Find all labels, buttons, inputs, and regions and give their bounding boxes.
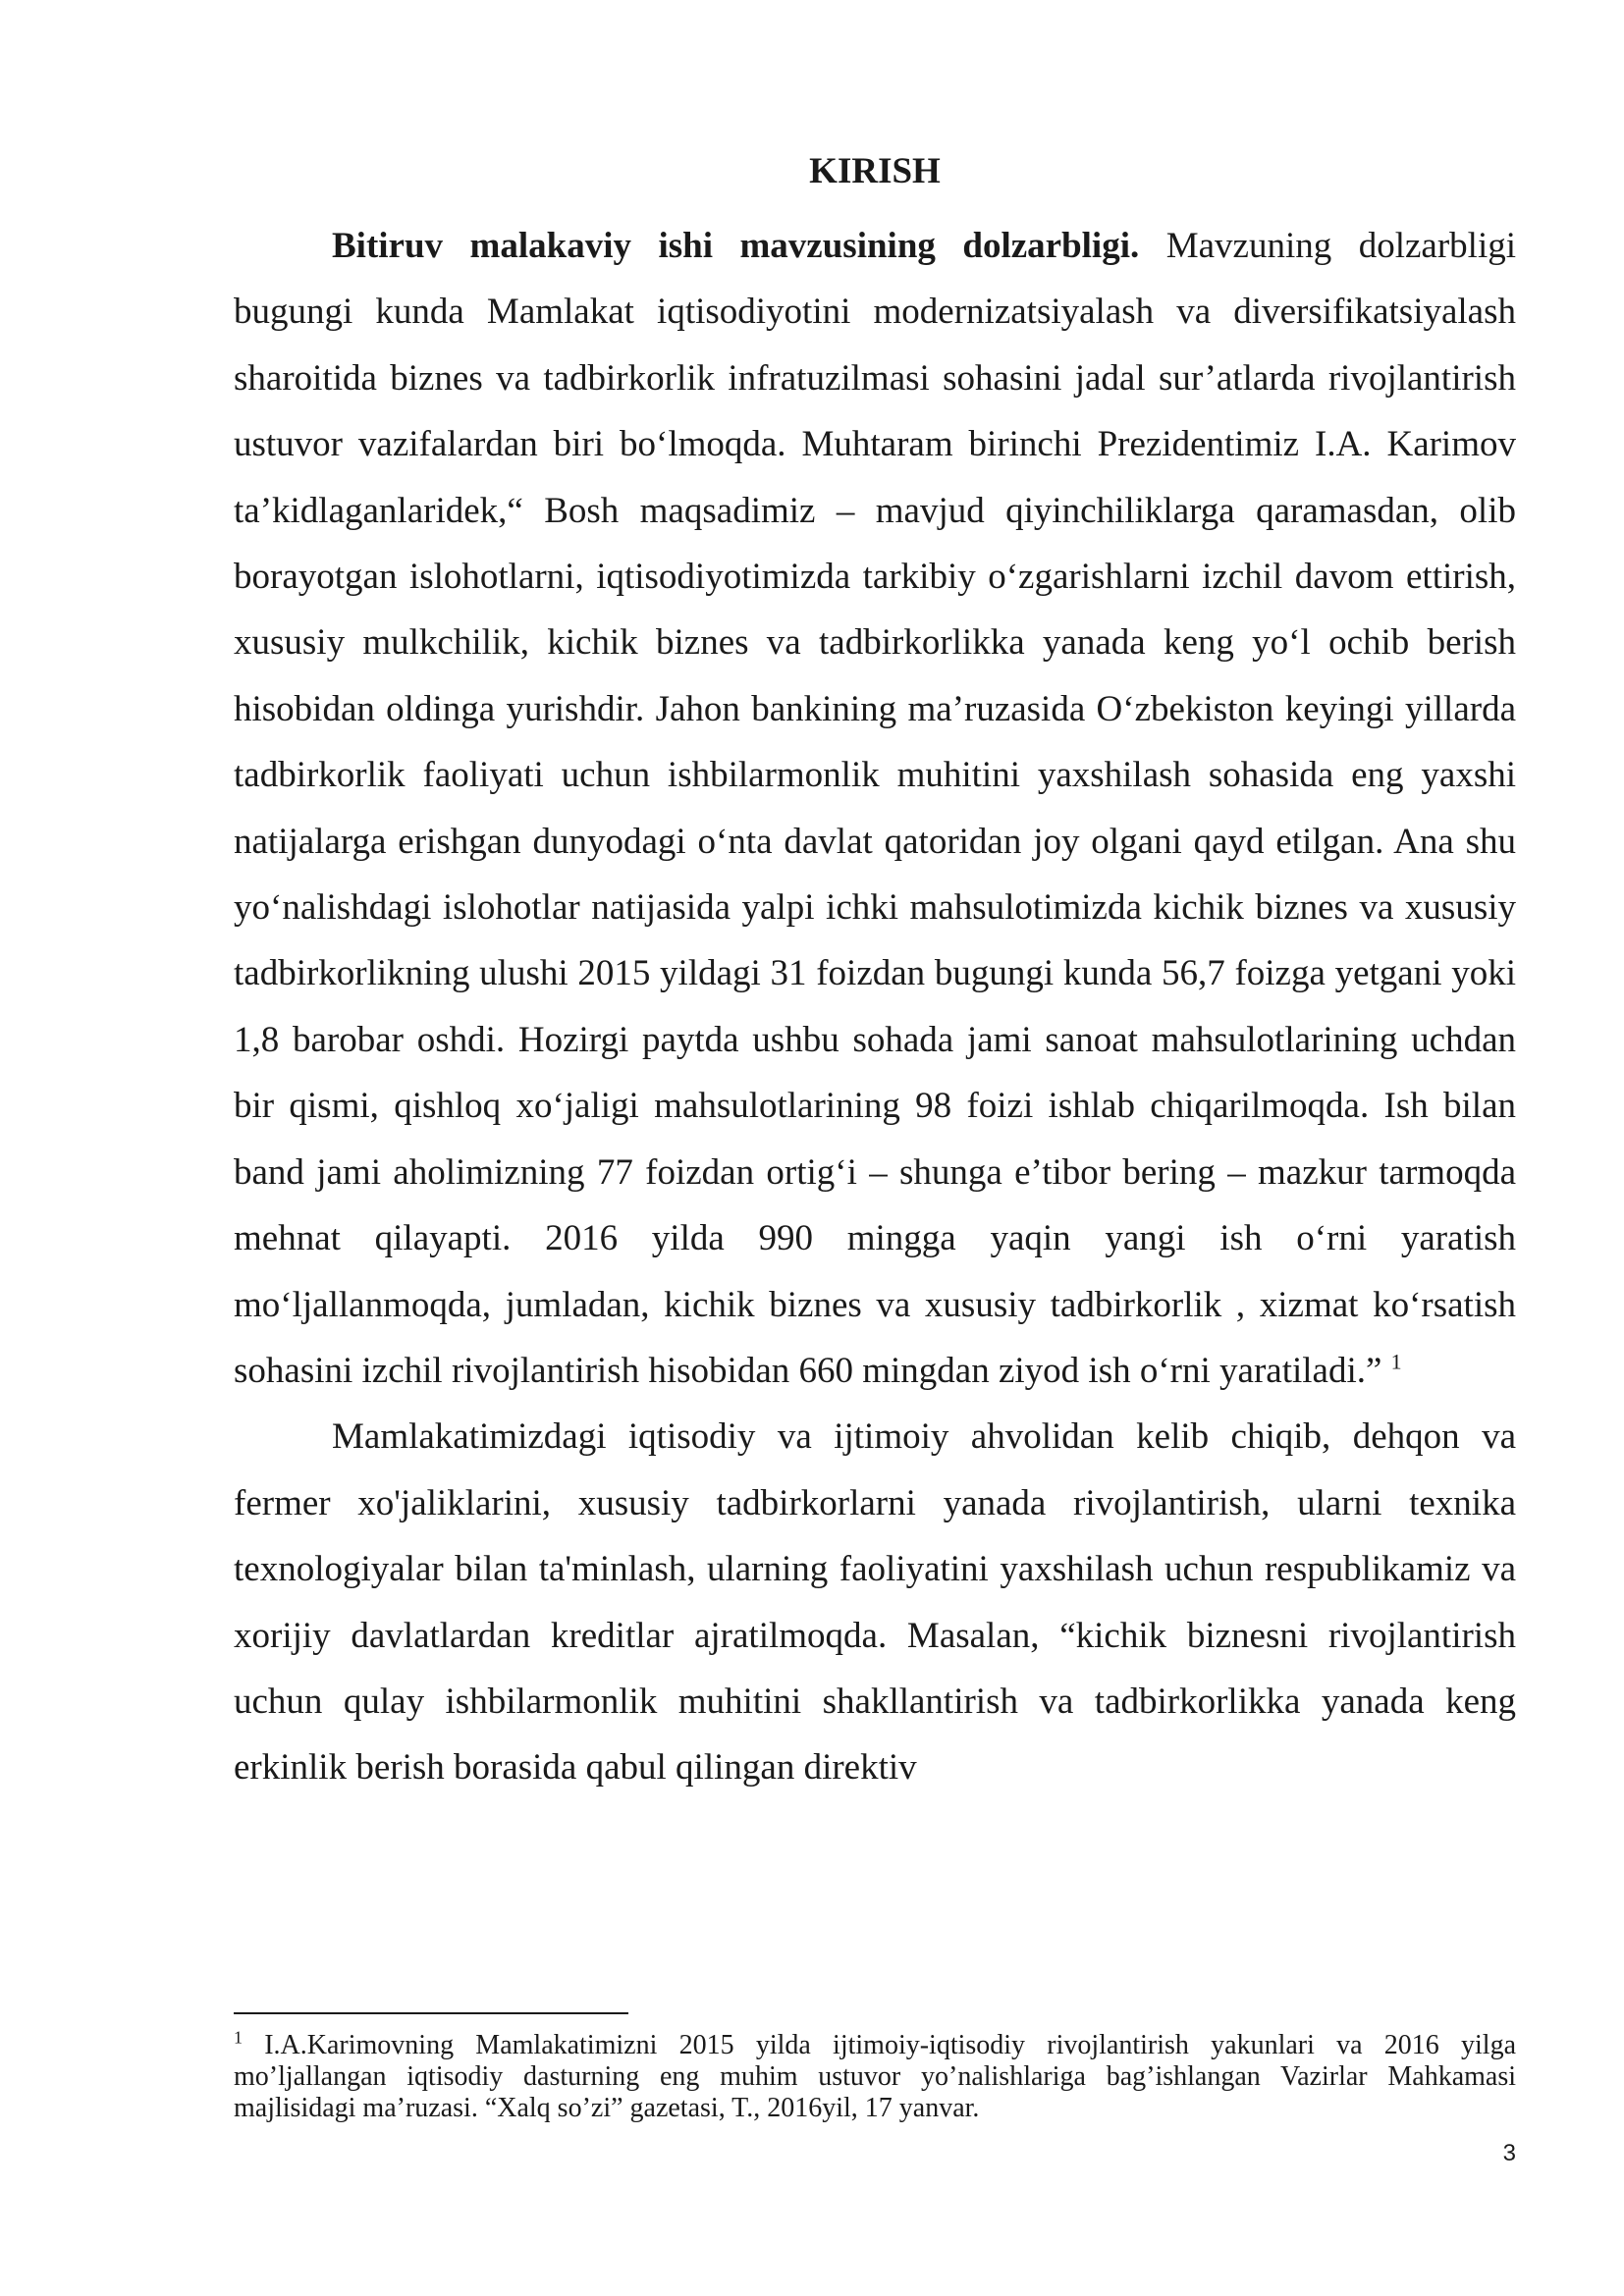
paragraph-2-text: Mamlakatimizdagi iqtisodiy va ijtimoiy ahvolidan kelib chiqib, dehqon va fermer xo'jaliklarini, xususiy tadbirkorlarni yanada rivojlantirish, ularni texnika texnologiyalar bilan ta'minlash, ularning faoliyatini yaxshilash uchun respublikamiz va xorijiy davlatlardan kreditlar ajratilmoqda. Masalan, “kichik biznesni rivojlantirish uchun qulay ishbilarmonlik muhitini shakllantirish va tadbirkorlikka yanada keng erkinlik berish borasida qabul qilingan direktiv: [234, 1416, 1516, 1789]
body-text: [234, 213, 1516, 1801]
paragraph-1-text: Mavzuning dolzarbligi bugungi kunda Mamlakat iqtisodiyotini modernizatsiyalash va diversifikatsiyalash sharoitida biznes va tadbirkorlik infratuzilmasi sohasini jadal sur’atlarda rivojlantirish ustuvor vazifalardan biri bo‘lmoqda. Muhtaram birinchi Prezidentimiz I.A. Karimov ta’kidlaganlaridek,“ Bosh maqsadimiz – mavjud qiyinchiliklarga qaramasdan, olib borayotgan islohotlarni, iqtisodiyotimizda tarkibiy o‘zgarishlarni izchil davom ettirish, xususiy mulkchilik, kichik biznes va tadbirkorlikka yanada keng yo‘l ochib berish hisobidan oldinga yurishdir. Jahon bankining ma’ruzasida O‘zbekiston keyingi yillarda tadbirkorlik faoliyati uchun ishbilarmonlik muhitini yaxshilash sohasida eng yaxshi natijalarga erishgan dunyodagi o‘nta davlat qatoridan joy olgani qayd etilgan. Ana shu yo‘nalishdagi islohotlar natijasida yalpi ichki mahsulotimizda kichik biznes va xususiy tadbirkorlikning ulushi 2015 yildagi 31 foizdan bugungi kunda 56,7 foizga yetgani yoki 1,8 barobar oshdi. Hozirgi paytda ushbu sohada jami sanoat mahsulotlarining uchdan bir qismi, qishloq xo‘jaligi mahsulotlarining 98 foizi ishlab chiqarilmoqda. Ish bilan band jami aholimizning 77 foizdan ortig‘i – shunga e’tibor bering – mazkur tarmoqda mehnat qilayapti. 2016 yilda 990 mingga yaqin yangi ish o‘rni yaratish mo‘ljallanmoqda, jumladan, kichik biznes va xususiy tadbirkorlik , xizmat ko‘rsatish sohasini izchil rivojlantirish hisobidan 660 mingdan ziyod ish o‘rni yaratiladi.”: [234, 226, 1517, 1391]
paragraph-lead: Bitiruv malakaviy ishi mavzusining dolzarbligi.: [332, 226, 1140, 266]
footnote: [234, 2027, 1516, 2124]
page-number: 3: [1502, 2140, 1516, 2166]
footnote-reference[interactable]: 1: [1390, 1349, 1402, 1374]
footnote-number: 1: [234, 2027, 243, 2048]
footnote-separator: [234, 2012, 628, 2014]
paragraph-1: [234, 213, 1516, 1404]
footnote-text: I.A.Karimovning Mamlakatimizni 2015 yilda ijtimoiy-iqtisodiy rivojlantirish yakunlari va 2016 yilga mo’ljallangan iqtisodiy dasturning eng muhim ustuvor yo’nalishlariga bag’ishlangan Vazirlar Mahkamasi majlisidagi ma’ruzasi. “Xalq so’zi” gazetasi, T., 2016yil, 17 yanvar.: [234, 2030, 1516, 2123]
page-title: KIRISH: [809, 151, 941, 191]
paragraph-2: [234, 1404, 1516, 1800]
